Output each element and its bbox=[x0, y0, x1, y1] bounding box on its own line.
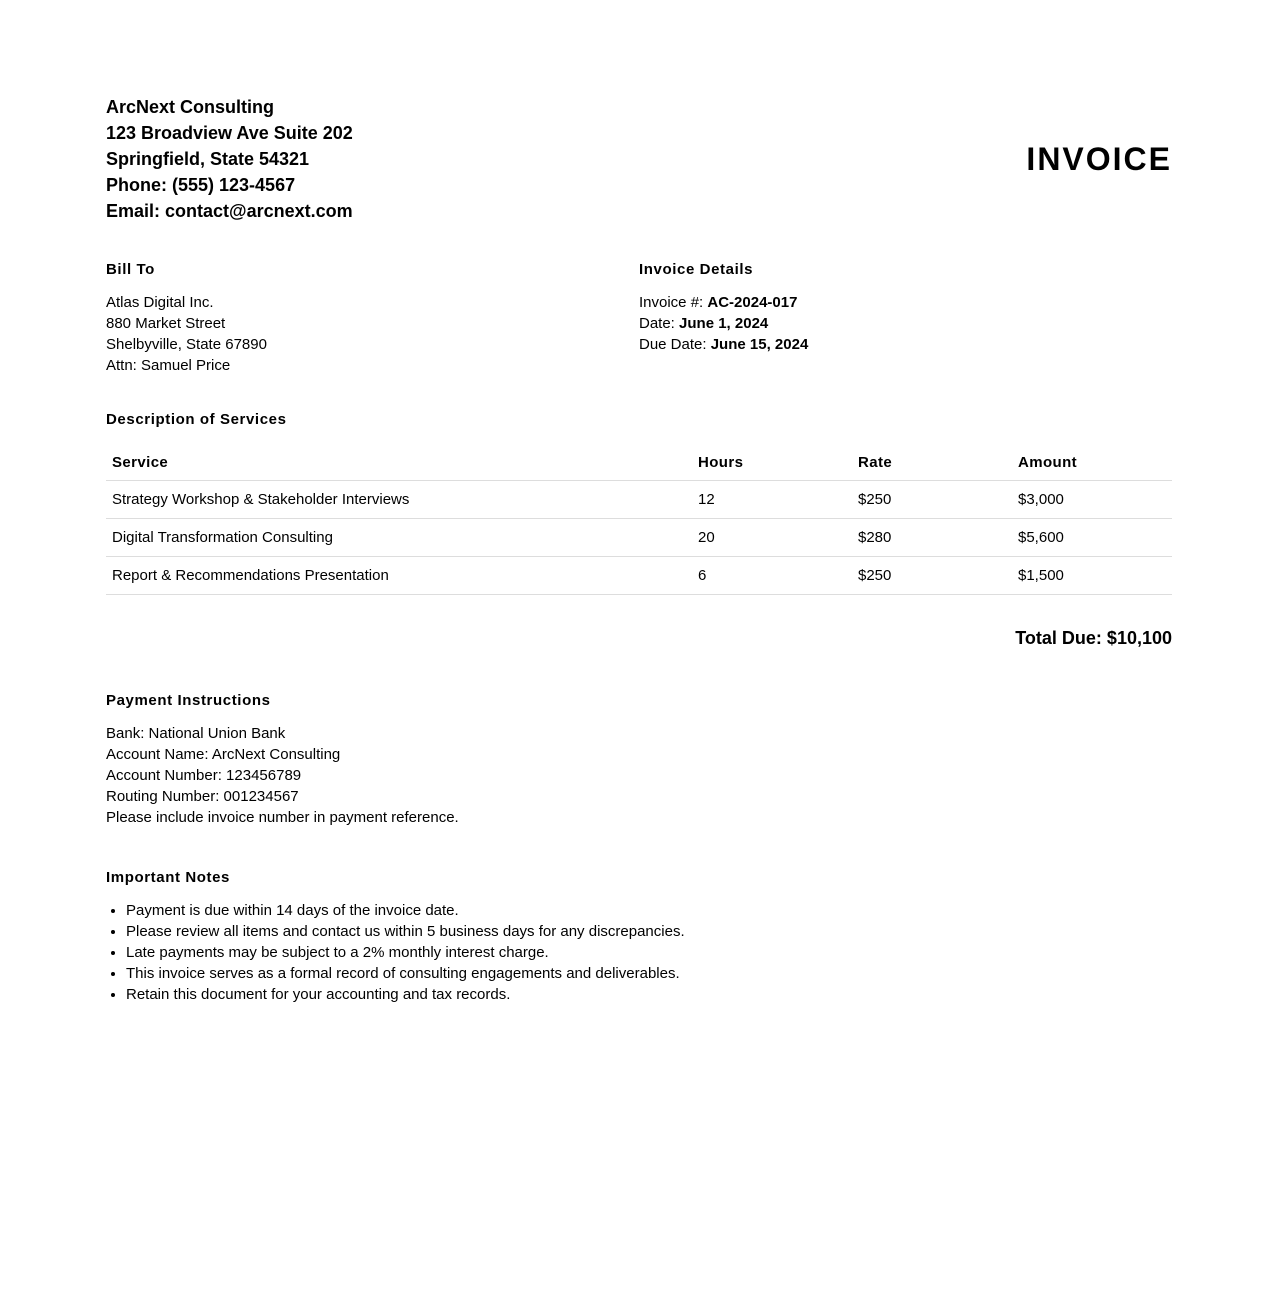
cell-amount: $3,000 bbox=[1012, 481, 1172, 519]
company-info bbox=[106, 94, 353, 224]
invoice-date-label: Date: bbox=[639, 315, 675, 332]
header-service: Service bbox=[106, 444, 692, 481]
bill-to-line: 880 Market Street bbox=[106, 315, 226, 332]
important-notes-title: Important Notes bbox=[106, 869, 231, 886]
payment-line: Bank: National Union Bank bbox=[106, 725, 286, 742]
services-table bbox=[106, 444, 1172, 595]
invoice-details-section bbox=[639, 260, 1172, 376]
bill-to-line: Atlas Digital Inc. bbox=[106, 294, 214, 311]
payment-line: Please include invoice number in payment reference. bbox=[106, 809, 459, 826]
invoice-details-title: Invoice Details bbox=[639, 261, 754, 278]
invoice-number-label: Invoice #: bbox=[639, 294, 704, 311]
invoice-number-line bbox=[639, 292, 1172, 313]
list-item: • Retain this document for your accounting and tax records. bbox=[126, 984, 1172, 1005]
cell-rate: $250 bbox=[852, 481, 1012, 519]
invoice-due-date-line bbox=[639, 334, 1172, 355]
payment-line: Account Name: ArcNext Consulting bbox=[106, 746, 341, 763]
invoice-due-date-label: Due Date: bbox=[639, 336, 707, 353]
list-item: • Late payments may be subject to a 2% monthly interest charge. bbox=[126, 942, 1172, 963]
invoice-details-lines bbox=[639, 292, 1172, 355]
header-amount: Amount bbox=[1012, 444, 1172, 481]
cell-amount: $1,500 bbox=[1012, 557, 1172, 595]
list-item: • Please review all items and contact us within 5 business days for any discrepancies. bbox=[126, 921, 1172, 942]
cell-hours: 20 bbox=[692, 519, 852, 557]
services-header-row bbox=[106, 444, 1172, 481]
important-notes-list bbox=[106, 900, 1172, 1005]
invoice-date-value: June 1, 2024 bbox=[679, 315, 769, 332]
cell-hours: 6 bbox=[692, 557, 852, 595]
bill-to-lines bbox=[106, 292, 639, 376]
company-email: Email: contact@arcnext.com bbox=[106, 201, 353, 221]
cell-rate: $250 bbox=[852, 557, 1012, 595]
cell-service: Report & Recommendations Presentation bbox=[106, 557, 692, 595]
cell-service: Strategy Workshop & Stakeholder Interviews bbox=[106, 481, 692, 519]
bill-to-section bbox=[106, 260, 639, 376]
table-row bbox=[106, 481, 1172, 519]
invoice-title: INVOICE bbox=[1026, 141, 1172, 177]
cell-service: Digital Transformation Consulting bbox=[106, 519, 692, 557]
company-address-line-1: 123 Broadview Ave Suite 202 bbox=[106, 123, 353, 143]
bill-to-title: Bill To bbox=[106, 261, 155, 278]
cell-rate: $280 bbox=[852, 519, 1012, 557]
table-row bbox=[106, 557, 1172, 595]
table-row bbox=[106, 519, 1172, 557]
bill-to-line: Attn: Samuel Price bbox=[106, 357, 231, 374]
invoice-due-date-value: June 15, 2024 bbox=[710, 336, 809, 353]
payment-instructions bbox=[106, 723, 1172, 828]
bill-to-line: Shelbyville, State 67890 bbox=[106, 336, 267, 353]
billing-details-row bbox=[106, 260, 1172, 376]
header-rate: Rate bbox=[852, 444, 1012, 481]
company-phone: Phone: (555) 123-4567 bbox=[106, 175, 296, 195]
invoice-page bbox=[106, 0, 1172, 1005]
cell-hours: 12 bbox=[692, 481, 852, 519]
header-hours: Hours bbox=[692, 444, 852, 481]
invoice-header bbox=[106, 94, 1172, 224]
total-due: Total Due: $10,100 bbox=[1015, 628, 1172, 648]
cell-amount: $5,600 bbox=[1012, 519, 1172, 557]
list-item: • This invoice serves as a formal record of consulting engagements and deliverables. bbox=[126, 963, 1172, 984]
invoice-date-line bbox=[639, 313, 1172, 334]
company-address-line-2: Springfield, State 54321 bbox=[106, 149, 310, 169]
payment-line: Account Number: 123456789 bbox=[106, 767, 302, 784]
invoice-number-value: AC-2024-017 bbox=[707, 294, 798, 311]
payment-instructions-title: Payment Instructions bbox=[106, 692, 271, 709]
list-item: • Payment is due within 14 days of the invoice date. bbox=[126, 900, 1172, 921]
company-name: ArcNext Consulting bbox=[106, 97, 275, 117]
services-title: Description of Services bbox=[106, 411, 287, 428]
payment-line: Routing Number: 001234567 bbox=[106, 788, 299, 805]
